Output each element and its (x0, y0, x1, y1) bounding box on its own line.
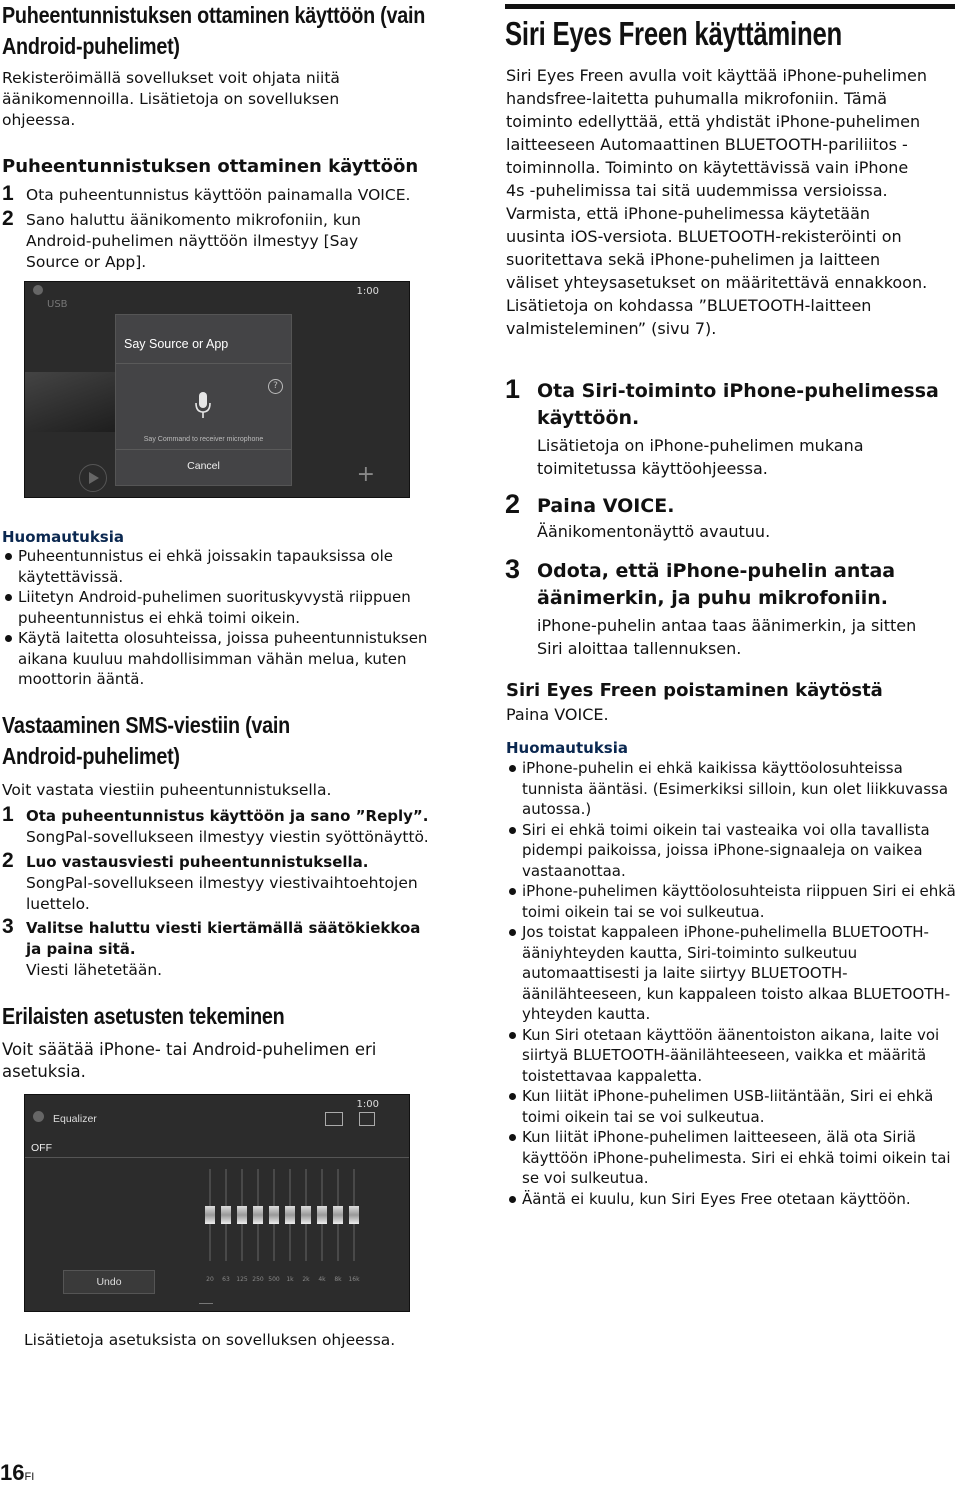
note-item: Kun liität iPhone-puhelimen laitteeseen, älä ota Siriä käyttöön iPhone-puhelimesta. Siri ei ehkä toimi oikein tai se voi sulkeutua. (506, 1127, 956, 1189)
eq-band-label: 16k (348, 1276, 360, 1283)
eq-band-label: 125 (236, 1276, 248, 1283)
section-title-voice-recognition: Puheentunnistuksen ottaminen käyttöön (vain Android-puhelimet) (2, 2, 426, 59)
page-number: 16FI (0, 1460, 35, 1485)
sms-step-3: 3 Valitse haluttu viesti kiertämällä säätökiekkoa ja paina sitä. Viesti lähetetään. (2, 915, 421, 979)
eq-band-label: 4k (318, 1276, 326, 1283)
section-intro: Rekisteröimällä sovellukset voit ohjata niitä äänikomennoilla. Lisätietoja on sovelluksen ohjeessa. (2, 69, 340, 129)
hint-text: Say Command to receiver microphone (143, 436, 264, 443)
eq-band-label: 20 (206, 1276, 214, 1283)
eq-band-label: 1k (286, 1276, 294, 1283)
cancel-button[interactable]: Cancel (187, 460, 220, 472)
notes-title: Huomautuksia (2, 528, 124, 546)
screen-title: Equalizer (53, 1113, 97, 1125)
note-item: Kun liität iPhone-puhelimen USB-liitäntään, Siri ei ehkä toimi oikein tai se voi sulkeutua. (506, 1086, 956, 1127)
siri-intro: Siri Eyes Freen avulla voit käyttää iPhone-puhelimen handsfree-laitetta puhumalla mikrofoniin. Tämä toiminto edellyttää, että yhdistät iPhone-puhelimen laitteeseen Automaattinen BLUETOOTH-pariliitos -toiminnolla. Toiminto on käytettävissä vain iPhone 4s -puhelimissa tai sitä uudemmissa versioissa. Varmista, että iPhone-puhelimessa käytetään uusinta iOS-versiota. BLUETOOTH-rekisteröinti on suoritettava sekä iPhone-puhelimen ja laitteen väliset yhteysasetukset on määritettävä ennakkoon. Lisätietoja on kohdassa ”BLUETOOTH-laitteen valmisteleminen” (sivu 7). (506, 66, 928, 338)
status-bar: 1:00 (356, 1099, 379, 1110)
note-item: iPhone-puhelin ei ehkä kaikissa käyttöolosuhteissa tunnista ääntäsi. (Esimerkiksi silloin, kun olet liikkuvassa autossa.) (506, 758, 956, 820)
note-item: Jos toistat kappaleen iPhone-puhelimella BLUETOOTH-ääniyhteyden kautta, Siri-toiminto sulkeutuu automaattisesti ja laite siirtyy BLUETOOTH-äänilähteeseen, kun kappaleen toisto alkaa BLUETOOTH-yhteyden kautta. (506, 922, 956, 1025)
note-item: iPhone-puhelimen käyttöolosuhteista riippuen Siri ei ehkä toimi oikein tai se voi sulkeutua. (506, 881, 956, 922)
divider (25, 1157, 409, 1158)
eq-slider-knob[interactable] (317, 1206, 327, 1224)
settings-note: Lisätietoja asetuksista on sovelluksen ohjeessa. (24, 1331, 396, 1349)
add-icon[interactable]: + (356, 462, 375, 487)
eq-band-label: 63 (222, 1276, 230, 1283)
step-1: 1 Ota puheentunnistus käyttöön painamalla VOICE. (2, 182, 411, 205)
microphone-icon[interactable] (194, 391, 212, 421)
eq-band-label: 250 (252, 1276, 264, 1283)
expand-icon[interactable] (199, 1303, 213, 1310)
section-intro: Voit vastata viestiin puheentunnistuksella. (2, 781, 332, 799)
playback-icon[interactable] (325, 1112, 343, 1126)
section-intro: Voit säätää iPhone- tai Android-puhelimen eri asetuksia. (2, 1040, 377, 1081)
siri-step-1: 1 Ota Siri-toiminto iPhone-puhelimessa käyttöön. Lisätietoja on iPhone-puhelimen mukana toimitetussa käyttöohjeessa. (505, 374, 939, 478)
voice-dialog (115, 314, 292, 486)
siri-step-3: 3 Odota, että iPhone-puhelin antaa äänimerkin, ja puhu mikrofoniin. iPhone-puhelin antaa taas äänimerkin, ja sitten Siri aloittaa tallennuksen. (505, 554, 917, 658)
divider (116, 449, 291, 450)
notes-title: Huomautuksia (506, 739, 628, 757)
eq-band-label: 8k (334, 1276, 342, 1283)
equalizer-sliders[interactable] (200, 1161, 380, 1291)
eq-slider-knob[interactable] (269, 1206, 279, 1224)
eq-slider-knob[interactable] (333, 1206, 343, 1224)
equalizer-screenshot (24, 1094, 410, 1312)
note-item: Siri ei ehkä toimi oikein tai vasteaika voi olla tavallista pidempi paikoissa, joissa iPhone-signaaleja on vaikea vastaanottaa. (506, 820, 956, 882)
eq-slider-knob[interactable] (205, 1206, 215, 1224)
section-title-siri: Siri Eyes Freen käyttäminen (505, 15, 843, 52)
eq-band-label: 500 (268, 1276, 280, 1283)
disable-siri-title: Siri Eyes Freen poistaminen käytöstä (506, 680, 883, 701)
disable-siri-text: Paina VOICE. (506, 705, 609, 724)
dialog-title: Say Source or App (124, 337, 229, 351)
help-icon[interactable]: ? (268, 379, 283, 394)
divider (116, 363, 291, 364)
note-item: Käytä laitetta olosuhteissa, joissa puheentunnistuksen aikana kuuluu mahdollisimman vähän melua, kuten moottorin ääntä. (2, 628, 442, 690)
eq-slider-knob[interactable] (301, 1206, 311, 1224)
eq-preset-select[interactable]: OFF (31, 1142, 52, 1154)
notes-list (2, 546, 442, 690)
background-artwork (25, 372, 120, 432)
note-item: Kun Siri otetaan käyttöön äänentoiston aikana, laite voi siirtyä BLUETOOTH-äänilähteeseen, vaikka et määritä toistettavaa kappaletta. (506, 1025, 956, 1087)
menu-icon[interactable] (359, 1112, 375, 1126)
subsection-title: Puheentunnistuksen ottaminen käyttöön (2, 156, 419, 177)
step-2: 2 Sano haluttu äänikomento mikrofoniin, kun Android-puhelimen näyttöön ilmestyy [Say Source or App]. (2, 207, 362, 271)
eq-slider-knob[interactable] (253, 1206, 263, 1224)
title-rule (505, 4, 955, 9)
eq-slider-knob[interactable] (349, 1206, 359, 1224)
section-title-sms: Vastaaminen SMS-viestiin (vain Android-puhelimet) (2, 712, 290, 769)
note-item: Ääntä ei kuulu, kun Siri Eyes Free otetaan käyttöön. (506, 1189, 956, 1210)
eq-slider-knob[interactable] (237, 1206, 247, 1224)
back-icon[interactable] (33, 1111, 44, 1122)
play-icon[interactable] (79, 464, 107, 492)
note-item: Puheentunnistus ei ehkä joissakin tapauksissa ole käytettävissä. (2, 546, 442, 587)
note-item: Liitetyn Android-puhelimen suorituskyvystä riippuen puheentunnistus ei ehkä toimi oikein. (2, 587, 442, 628)
eq-slider-knob[interactable] (221, 1206, 231, 1224)
eq-slider-knob[interactable] (285, 1206, 295, 1224)
source-label: USB (47, 299, 68, 310)
status-bar: 1:00 (25, 282, 409, 300)
eq-band-label: 2k (302, 1276, 310, 1283)
voice-command-screenshot (24, 281, 410, 498)
app-icon (33, 285, 43, 295)
section-title-settings: Erilaisten asetusten tekeminen (2, 1003, 285, 1029)
sms-step-1: 1 Ota puheentunnistus käyttöön ja sano ”Reply”. SongPal-sovellukseen ilmestyy viestin syöttönäyttö. (2, 803, 429, 846)
siri-notes-list (506, 758, 956, 1209)
siri-step-2: 2 Paina VOICE. Äänikomentonäyttö avautuu. (505, 489, 771, 541)
sms-step-2: 2 Luo vastausviesti puheentunnistuksella. SongPal-sovellukseen ilmestyy viestivaihtoehtojen luettelo. (2, 849, 418, 913)
undo-button[interactable]: Undo (63, 1270, 155, 1294)
